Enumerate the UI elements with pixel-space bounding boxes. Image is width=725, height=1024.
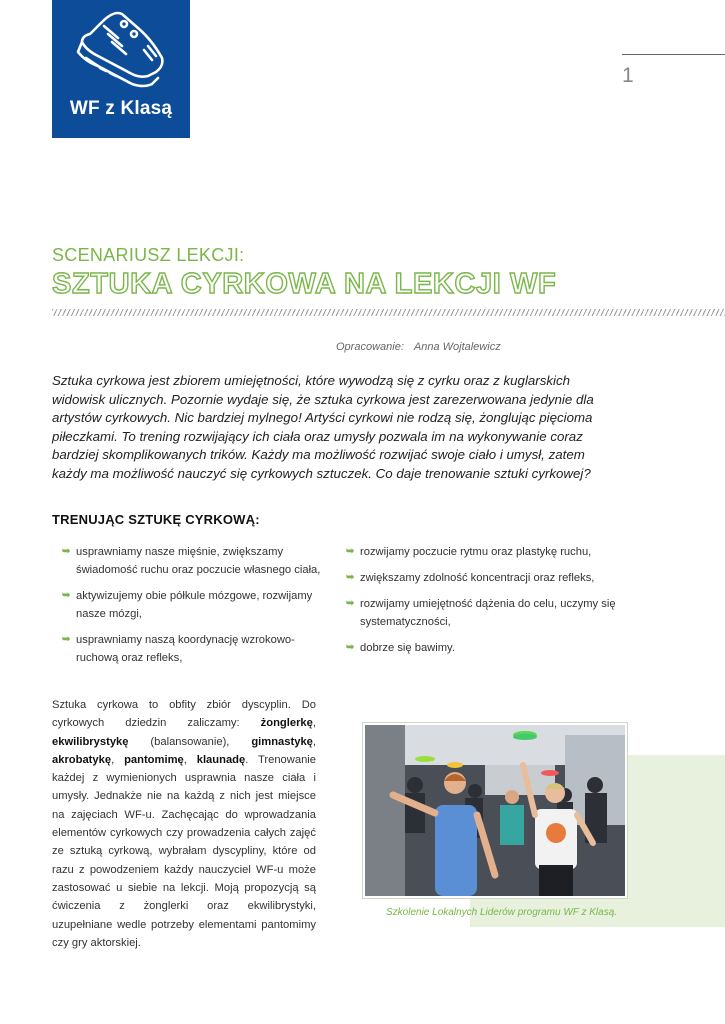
list-item-text: rozwijamy poczucie rytmu oraz plastykę ruchu, bbox=[360, 546, 592, 558]
benefits-heading: TRENUJĄC SZTUKĘ CYRKOWĄ: bbox=[52, 512, 260, 527]
discipline-gymnastics: gimnastykę bbox=[251, 735, 313, 748]
author-name: Anna Wojtalewicz bbox=[413, 341, 501, 353]
list-item-text: dobrze się bawimy. bbox=[360, 642, 455, 654]
sneaker-icon bbox=[52, 0, 190, 95]
arrow-bullet-icon: ➥ bbox=[62, 546, 71, 557]
benefits-list-right bbox=[346, 543, 616, 665]
hatched-divider bbox=[52, 309, 725, 316]
discipline-equilibristics: ekwilibrystykę bbox=[52, 735, 129, 748]
arrow-bullet-icon: ➥ bbox=[346, 642, 355, 653]
list-item-text: rozwijamy umiejętność dążenia do celu, uczymy się systematyczności, bbox=[360, 598, 616, 628]
list-item bbox=[346, 639, 616, 657]
list-item bbox=[62, 543, 322, 579]
list-item-text: usprawniamy nasze mięśnie, zwiększamy świadomość ruchu oraz poczucie własnego ciała, bbox=[76, 546, 321, 576]
body-text-run: Sztuka cyrkowa to obfity zbiór dyscyplin. Do cyrkowych dziedzin zaliczamy: bbox=[52, 699, 316, 730]
arrow-bullet-icon: ➥ bbox=[346, 598, 355, 609]
list-item bbox=[346, 569, 616, 587]
author-label: Opracowanie: bbox=[336, 341, 404, 353]
discipline-pantomime: pantomimę bbox=[124, 753, 184, 766]
arrow-bullet-icon: ➥ bbox=[346, 572, 355, 583]
list-item-text: usprawniamy naszą koordynację wzrokowo-ruchową oraz refleks, bbox=[76, 634, 295, 664]
list-item bbox=[62, 631, 322, 667]
page-number-rule bbox=[622, 54, 725, 55]
arrow-bullet-icon: ➥ bbox=[62, 590, 71, 601]
list-item-text: aktywizujemy obie półkule mózgowe, rozwijamy nasze mózgi, bbox=[76, 590, 313, 620]
body-text-run: , bbox=[183, 753, 197, 766]
body-text-run: , bbox=[312, 735, 316, 748]
disciplines-paragraph bbox=[52, 696, 316, 952]
page-number: 1 bbox=[622, 64, 634, 87]
list-item bbox=[346, 543, 616, 561]
benefits-list-left bbox=[62, 543, 322, 675]
discipline-juggling: żonglerkę bbox=[260, 717, 313, 730]
training-photo bbox=[363, 723, 627, 898]
lesson-subtitle: SCENARIUSZ LEKCJI: bbox=[52, 245, 245, 265]
list-item-text: zwiększamy zdolność koncentracji oraz refleks, bbox=[360, 572, 595, 584]
discipline-clowning: klaunadę bbox=[196, 753, 246, 766]
list-item bbox=[346, 595, 616, 631]
list-item bbox=[62, 587, 322, 623]
body-text-run: , bbox=[111, 753, 125, 766]
program-logo bbox=[52, 0, 190, 138]
body-text-run: (balansowanie), bbox=[128, 735, 252, 748]
discipline-acrobatics: akrobatykę bbox=[52, 753, 112, 766]
logo-text: WF z Klasą bbox=[69, 98, 173, 119]
intro-paragraph: Sztuka cyrkowa jest zbiorem umiejętności, które wywodzą się z cyrku oraz z kuglarskich widowisk ulicznych. Pozornie wydaje się, że sztuka cyrkowa jest zarezerwowana jedynie dla artystów cyrkowych. Nic bardziej mylnego! Artyści cyrkowi nie rodzą się, żonglując pięcioma piłeczkami. To trening rozwijający ich ciała oraz umysły pozwala im na wykonywanie coraz bardziej skomplikowanych trików. Każdy ma możliwość rozwijać swoje ciało i umysł, zatem każdy ma możliwość nauczyć się cyrkowych sztuczek. Co daje trenowanie sztuki cyrkowej? bbox=[52, 373, 594, 481]
arrow-bullet-icon: ➥ bbox=[62, 634, 71, 645]
author-line bbox=[336, 341, 501, 353]
lesson-title: SZTUKA CYRKOWA NA LEKCJI WF bbox=[52, 268, 557, 300]
photo-caption: Szkolenie Lokalnych Liderów programu WF z Klasą. bbox=[386, 907, 618, 918]
body-text-run: . Trenowanie każdej z wymienionych usprawnia nasze ciała i umysły. Jednakże nie na każdą z nich jest miejsce na zajęciach WF-u. Zachęcając do wprowadzania elementów cyrkowych czy prowadzenia całych zajęć ze sztuką cyrkową, wybrałam dyscypliny, które od razu z powodzeniem każdy nauczyciel WF-u może zastosować u siebie na lekcji. Moją propozycją są ćwiczenia z żonglerki oraz ekwilibrystyki, uzupełniane wedle potrzeby elementami pantomimy czy gry aktorskiej. bbox=[52, 753, 317, 949]
arrow-bullet-icon: ➥ bbox=[346, 546, 355, 557]
body-text-run: , bbox=[312, 717, 316, 730]
